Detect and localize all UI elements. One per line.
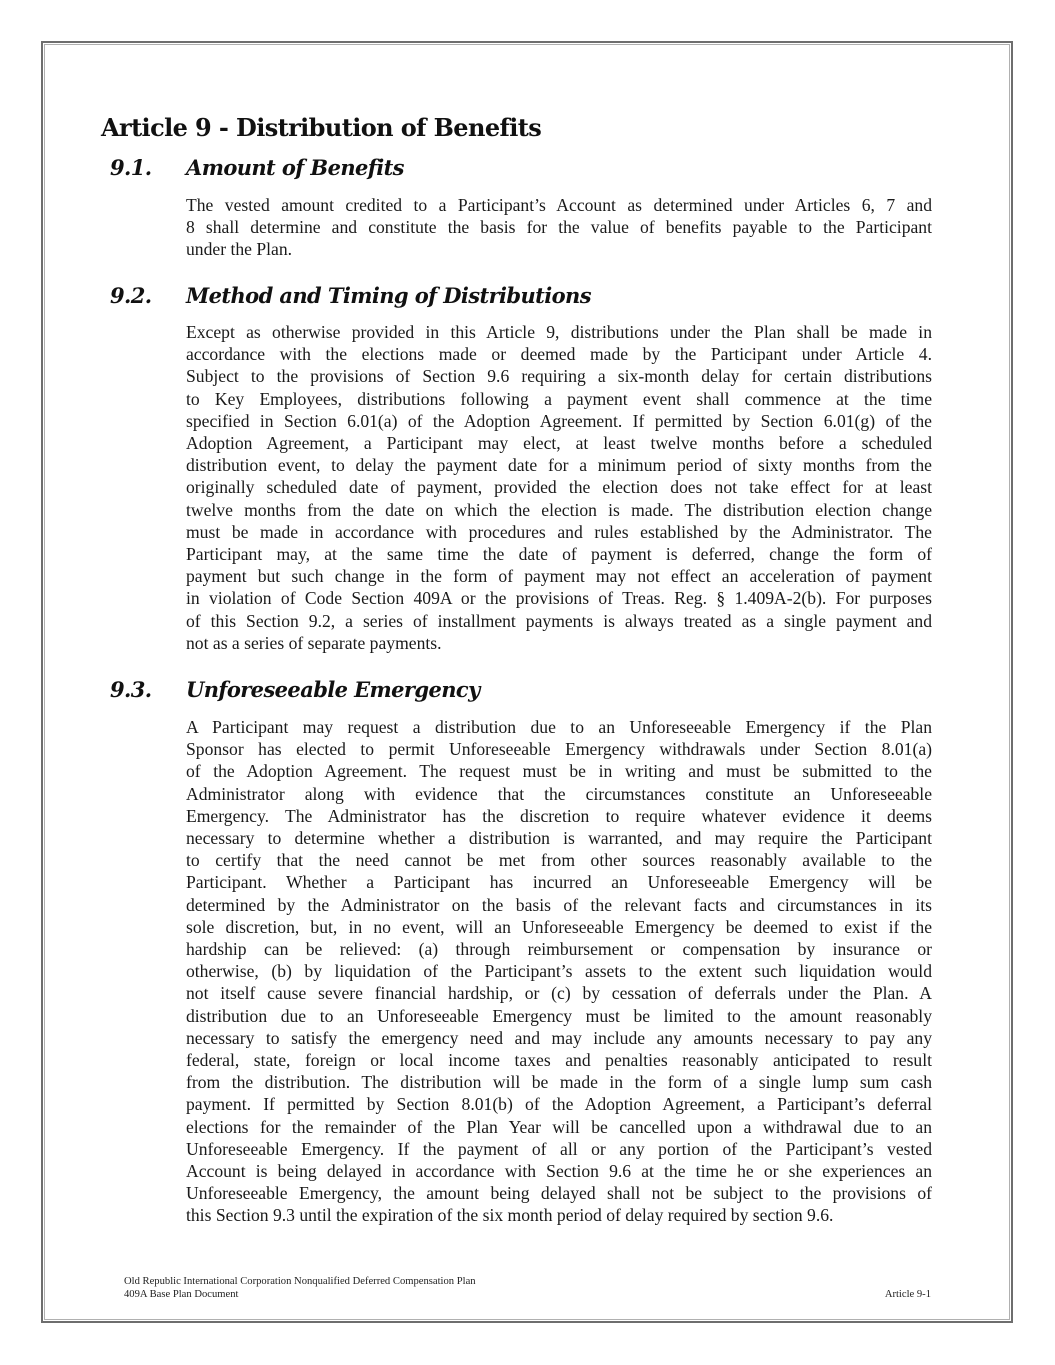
text-line: twelve months from the date on which the election is made. The distribution election change [186,499,932,520]
text-line: from the distribution. The distribution will be made in the form of a single lump sum cash [186,1072,932,1093]
text-line: Account is being delayed in accordance with Section 9.6 at the time he or she experiences an [186,1161,932,1182]
text-line: of the Adoption Agreement. The request must be in writing and must be submitted to the [186,761,932,782]
text-line: A Participant may request a distribution due to an Unforeseeable Emergency if the Plan [186,717,932,737]
text-line: Adoption Agreement, a Participant may elect, at least twelve months before a scheduled [186,433,932,454]
text-line: not itself cause severe financial hardship, or (c) by cessation of deferrals under the Plan. A [186,983,932,1004]
section-number: 9.1. [110,155,152,180]
section-title: Amount of Benefits [186,155,404,180]
text-line: hardship can be relieved: (a) through reimbursement or compensation by insurance or [186,939,932,960]
text-line: Sponsor has elected to permit Unforeseeable Emergency withdrawals under Section 8.01(a) [186,739,932,760]
text-line: under the Plan. [186,239,293,260]
text-line: specified in Section 6.01(a) of the Adoption Agreement. If permitted by Section 6.01(g) of the [186,410,932,431]
section-heading-9-2 [110,283,591,308]
text-line: Participant. Whether a Participant has incurred an Unforeseeable Emergency will be [186,872,932,893]
text-line: 8 shall determine and constitute the basis for the value of benefits payable to the Participant [186,217,932,238]
text-line: payment. If permitted by Section 8.01(b) of the Adoption Agreement, a Participant’s deferral [186,1094,932,1115]
text-line: Emergency. The Administrator has the discretion to require whatever evidence it deems [186,805,932,826]
text-line: Except as otherwise provided in this Article 9, distributions under the Plan shall be made in [186,322,932,342]
text-line: Participant may, at the same time the date of payment is deferred, change the form of [186,544,932,565]
text-line: elections for the remainder of the Plan Year will be cancelled upon a withdrawal due to an [186,1116,932,1137]
section-body-9-1 [186,194,932,261]
section-number: 9.2. [110,283,152,308]
section-body-9-2 [186,321,932,654]
text-line: in violation of Code Section 409A or the provisions of Treas. Reg. § 1.409A-2(b). For purposes [186,588,932,609]
section-heading-9-3 [110,677,480,702]
text-line: determined by the Administrator on the basis of the relevant facts and circumstances in its [186,894,932,915]
section-number: 9.3. [110,677,152,702]
text-line: otherwise, (b) by liquidation of the Participant’s assets to the extent such liquidation would [186,961,932,982]
text-line: distribution event, to delay the payment date for a minimum period of sixty months from the [186,455,932,476]
text-line: payment but such change in the form of payment may not effect an acceleration of payment [186,566,932,587]
section-heading-9-1 [110,155,404,180]
text-line: to certify that the need cannot be met from other sources reasonably available to the [186,850,932,871]
text-line: necessary to determine whether a distribution is warranted, and may require the Participant [186,828,932,849]
footer-document-type: 409A Base Plan Document [124,1289,239,1300]
text-line: this Section 9.3 until the expiration of the six month period of delay required by section 9.6. [186,1205,834,1226]
section-body-9-3 [186,716,932,1227]
text-line: federal, state, foreign or local income taxes and penalties reasonably anticipated to result [186,1050,932,1071]
text-line: Subject to the provisions of Section 9.6 requiring a six-month delay for certain distributions [186,366,932,387]
text-line: sole discretion, but, in no event, will an Unforeseeable Emergency be deemed to exist if the [186,916,932,937]
article-title: Article 9 - Distribution of Benefits [101,113,542,142]
text-line: originally scheduled date of payment, provided the election does not take effect for at least [186,477,932,498]
section-title: Unforeseeable Emergency [186,677,480,702]
footer-plan-name: Old Republic International Corporation Nonqualified Deferred Compensation Plan [124,1276,476,1287]
text-line: Administrator along with evidence that the circumstances constitute an Unforeseeable [186,783,932,804]
text-line: distribution due to an Unforeseeable Emergency must be limited to the amount reasonably [186,1005,932,1026]
footer-page-label: Article 9-1 [884,1289,931,1300]
footer-document-info [124,1275,476,1301]
text-line: must be made in accordance with procedures and rules established by the Administrator. The [186,521,932,542]
text-line: The vested amount credited to a Participant’s Account as determined under Articles 6, 7 and [186,195,932,215]
text-line: of this Section 9.2, a series of installment payments is always treated as a single payment and [186,610,932,631]
section-title: Method and Timing of Distributions [186,283,591,308]
text-line: Unforeseeable Emergency. If the payment of all or any portion of the Participant’s vested [186,1138,932,1159]
text-line: not as a series of separate payments. [186,632,442,653]
text-line: accordance with the elections made or deemed made by the Participant under Article 4. [186,344,932,365]
text-line: Unforeseeable Emergency, the amount being delayed shall not be subject to the provisions of [186,1183,932,1204]
text-line: to Key Employees, distributions following a payment event shall commence at the time [186,388,932,409]
text-line: necessary to satisfy the emergency need and may include any amounts necessary to pay any [186,1027,932,1048]
